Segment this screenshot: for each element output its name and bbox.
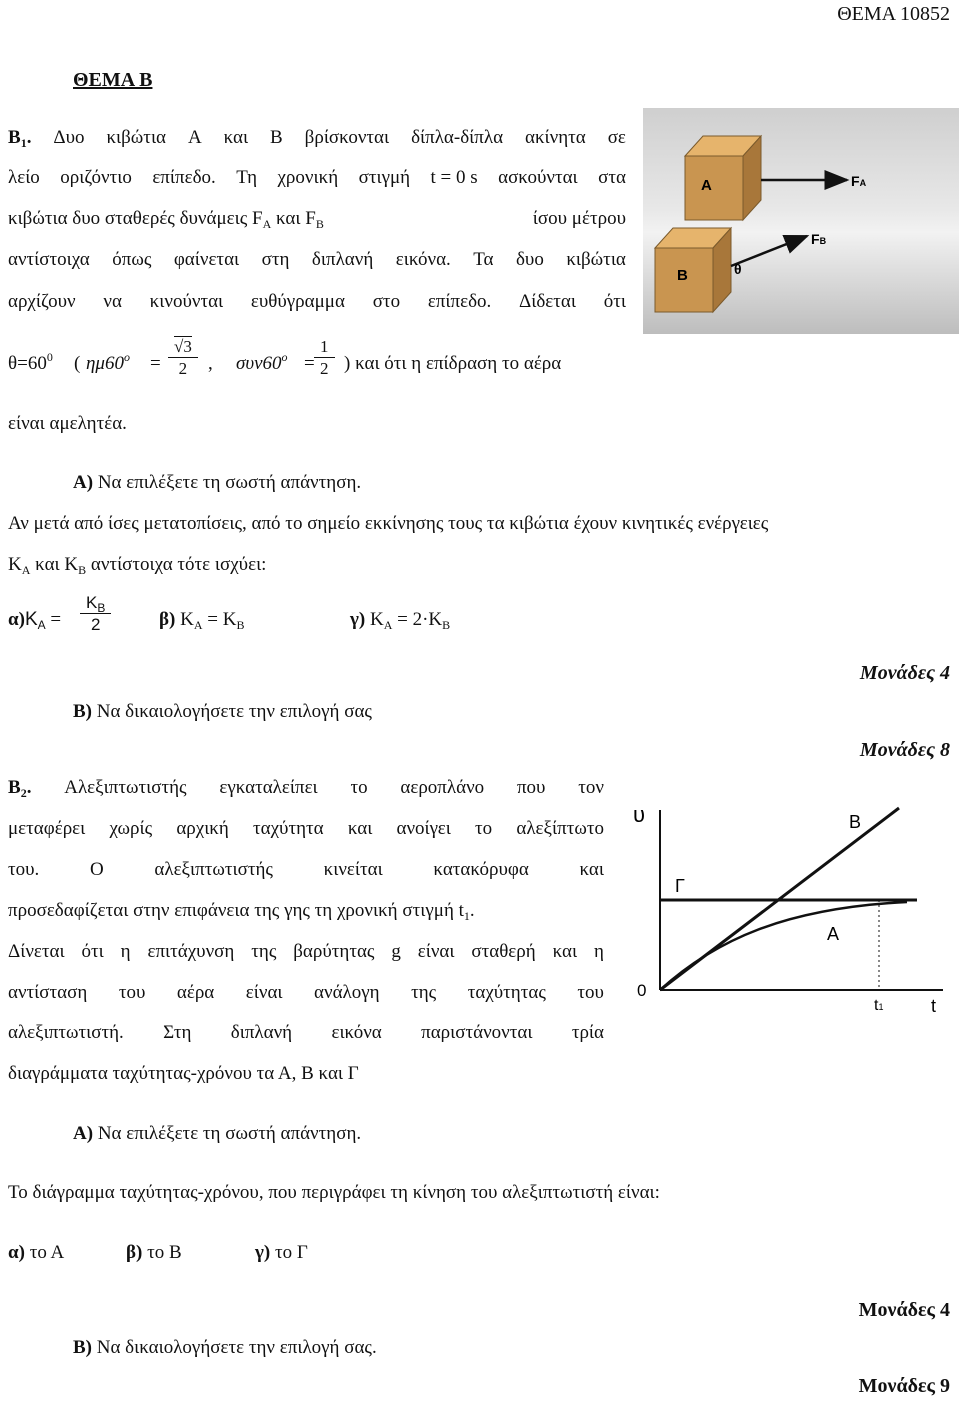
b1-units-a: Μονάδες 4 — [859, 662, 950, 684]
boxes-figure — [643, 108, 959, 334]
b2-option-a[interactable]: α) το Α — [8, 1242, 65, 1263]
document-code: ΘΕΜΑ 10852 — [837, 3, 950, 25]
y-axis-label: υ — [633, 802, 646, 827]
b2-part-b: Β) Να δικαιολογήσετε την επιλογή σας. — [73, 1337, 377, 1358]
box-a-label: A — [701, 177, 712, 194]
box-a — [685, 136, 761, 220]
b2-line-8: διαγράμματα ταχύτητας-χρόνου τα Α, Β και Γ — [8, 1063, 359, 1084]
b2-question: Το διάγραμμα ταχύτητας-χρόνου, που περιγράφει τη κίνηση του αλεξιπτωτιστή είναι: — [8, 1182, 660, 1203]
b1-line-5: αρχίζουν να κινούνται ευθύγραμμα στο επίπεδο. Δίδεται ότι — [8, 291, 626, 312]
box-b — [655, 228, 731, 312]
option-c[interactable]: γ) $K_A = 2\cdot K_B$ — [350, 609, 451, 632]
b2-part-a: Α) Να επιλέξετε τη σωστή απάντηση. — [73, 1123, 362, 1144]
b2-option-b[interactable]: β) το Β — [126, 1242, 182, 1263]
boxes-figure-svg — [643, 108, 959, 334]
b2-units-a: Μονάδες 4 — [858, 1299, 950, 1321]
b2-option-c[interactable]: γ) το Γ — [255, 1242, 308, 1263]
b1-line-3: κιβώτια δυο σταθερές δυνάμεις $F_A$ και $F_B$ ίσου μέτρου — [8, 208, 626, 231]
curve-a-line — [660, 902, 907, 990]
b1-formula-line: $\theta=60^0$ ( $\eta\mu 60^o$ = $\frac{√3}{2}$ , $\sigma\upsilon\nu 60^o$ = $\frac{1}{2}$ ) και ότι η επίδραση το αέρα — [8, 337, 562, 378]
half-fraction: $\frac{1}{2}$ — [312, 338, 337, 377]
b2-label: $B_2$. — [8, 777, 32, 800]
b1-line-1: $B_1$. Δυο κιβώτια Α και Β βρίσκονται δίπλα-δίπλα ακίνητα σε — [8, 127, 626, 150]
b1-part-b: Β) Να δικαιολογήσετε την επιλογή σας — [73, 701, 372, 722]
curve-c-label: Γ — [675, 876, 685, 896]
t1-label: t1 — [874, 997, 884, 1014]
b2-line-3: του. Ο αλεξιπτωτιστής κινείται κατακόρυφα και — [8, 859, 604, 880]
option-b[interactable]: β) $K_A = K_B$ — [159, 609, 245, 632]
b2-line-5: Δίνεται ότι η επιτάχυνση της βαρύτητας g είναι σταθερή και η — [8, 941, 604, 962]
curve-a-label: A — [827, 924, 840, 944]
option-a[interactable]: $\alpha)K_A$ = — [8, 609, 62, 632]
force-a-label: FA — [851, 173, 867, 189]
b2-line-6: αντίσταση του αέρα είναι ανάλογη της ταχύτητας του — [8, 982, 604, 1003]
section-title: ΘΕΜΑ Β — [73, 69, 153, 91]
b1-question-line-2: $K_A$ και $K_B$ αντίστοιχα τότε ισχύει: — [8, 554, 267, 577]
b1-label: $B_1$. — [8, 127, 32, 150]
b1-line-2: λείο οριζόντιο επίπεδο. Τη χρονική στιγμή t = 0 s ασκούνται στα — [8, 167, 626, 188]
b1-negligible: είναι αμελητέα. — [8, 413, 127, 434]
b2-line-1: $B_2$. Αλεξιπτωτιστής εγκαταλείπει το αεροπλάνο που τον — [8, 777, 604, 800]
b1-line-4: αντίστοιχα όπως φαίνεται στη διπλανή εικόνα. Τα δυο κιβώτια — [8, 249, 626, 270]
x-axis-label: t — [931, 996, 937, 1016]
curve-b-label: B — [849, 812, 862, 832]
b2-line-7: αλεξιπτωτιστή. Στη διπλανή εικόνα παριστάνονται τρία — [8, 1022, 604, 1043]
b2-units-b: Μονάδες 9 — [858, 1375, 950, 1397]
velocity-time-svg — [625, 790, 955, 1020]
b1-part-a: Α) Να επιλέξετε τη σωστή απάντηση. — [73, 472, 362, 493]
box-b-label: B — [677, 267, 688, 284]
b2-line-4: προσεδαφίζεται στην επιφάνεια της γης τη χρονική στιγμή $t_1$. — [8, 900, 475, 923]
velocity-time-graph — [625, 790, 955, 1020]
b1-options — [8, 594, 508, 644]
force-b-label: FB — [811, 231, 827, 247]
angle-theta-label: θ — [734, 261, 742, 277]
b2-line-2: μεταφέρει χωρίς αρχική ταχύτητα και ανοίγει το αλεξίπτωτο — [8, 818, 604, 839]
origin-label: 0 — [637, 981, 647, 1000]
option-a-fraction: $\frac{K_B}{2}$ — [78, 594, 113, 633]
sqrt3-fraction: $\frac{√3}{2}$ — [166, 338, 200, 377]
b1-units-b: Μονάδες 8 — [859, 739, 950, 761]
b1-question-line-1: Αν μετά από ίσες μετατοπίσεις, από το σημείο εκκίνησης τους τα κιβώτια έχουν κινητικές ενέργειες — [8, 513, 769, 534]
